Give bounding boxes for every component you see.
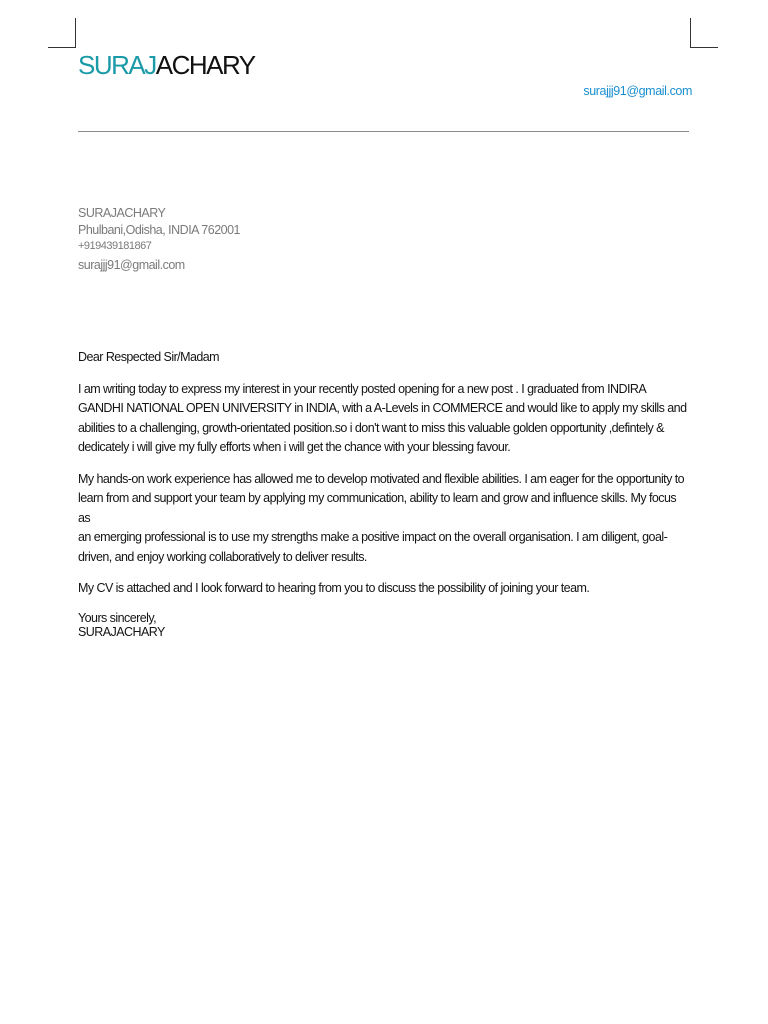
paragraph-cv: My CV is attached and I look forward to hearing from you to discuss the possibility of joining your team. [78, 581, 590, 595]
crop-mark-top-right [690, 47, 718, 48]
crop-mark-top-left [48, 47, 76, 48]
paragraph-experience-line1: My hands-on work experience has allowed me to develop motivated and flexible abilities. I am eager for the opportunity to learn from and support your team by applying my communication, ability to learn and grow and influence skills. My focus as [78, 471, 685, 525]
crop-mark-top-left [75, 18, 76, 48]
sender-address: Phulbani,Odisha, INDIA 762001 [78, 223, 241, 237]
header-name-last: ACHARY [155, 50, 255, 80]
paragraph-experience [78, 470, 690, 568]
header-name-first: SURAJ [78, 50, 156, 80]
header-name [78, 50, 255, 81]
sender-name: SURAJACHARY [78, 206, 166, 220]
sender-phone: +919439181867 [78, 240, 152, 252]
header-email-link[interactable]: surajjj91@gmail.com [583, 84, 692, 98]
header-divider [78, 131, 689, 132]
signature: SURAJACHARY [78, 624, 165, 639]
closing-text: Yours sincerely, [78, 610, 157, 625]
crop-mark-top-right [690, 18, 691, 48]
letter-body [78, 348, 690, 639]
paragraph-experience-line2: an emerging professional is to use my strengths make a positive impact on the overall organisation. I am diligent, goal-driven, and enjoy working collaboratively to deliver results. [78, 530, 668, 564]
sender-email: surajjj91@gmail.com [78, 258, 185, 272]
closing-block [78, 611, 690, 639]
sender-block [78, 205, 240, 274]
paragraph-intro: I am writing today to express my interest in your recently posted opening for a new post . I graduated from INDIRA GANDHI NATIONAL OPEN UNIVERSITY in INDIA, with a A-Levels in COMMERCE and would like to apply my skills and abilities to a challenging, growth-orientated position.so i don't want to miss this valuable golden opportunity ,defintely & dedicately i will give my fully efforts when i will get the chance with your blessing favour. [78, 381, 687, 454]
salutation: Dear Respected Sir/Madam [78, 350, 220, 364]
